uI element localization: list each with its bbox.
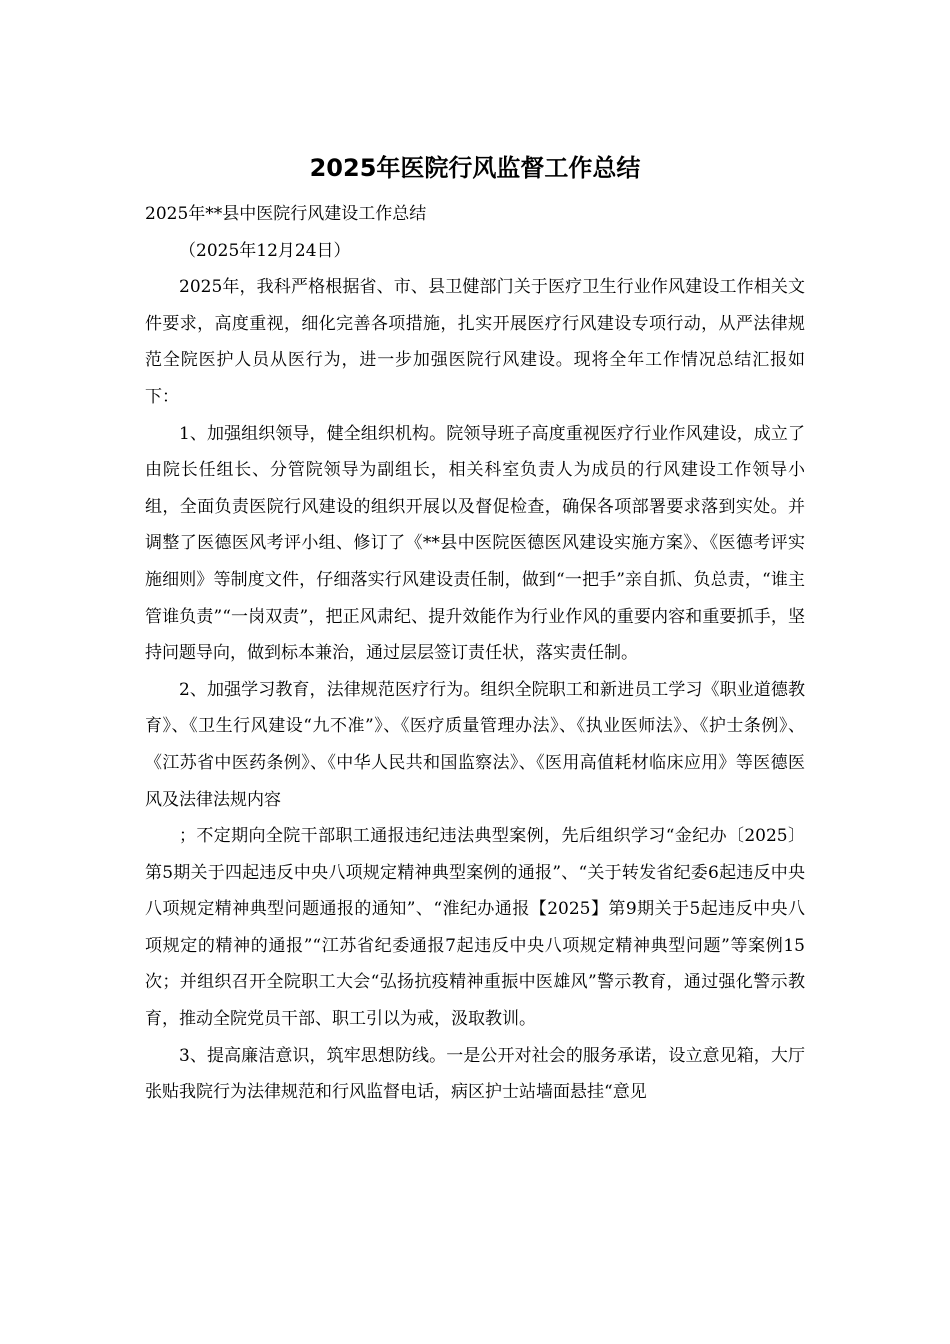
paragraph-intro: 2025年，我科严格根据省、市、县卫健部门关于医疗卫生行业作风建设工作相关文件要求，高度重视，细化完善各项措施，扎实开展医疗行风建设专项行动，从严法律规范全院医护人员从医行为，进一步加强医院行风建设。现将全年工作情况总结汇报如下： [145,277,805,407]
document-title: 2025年医院行风监督工作总结 [309,154,641,182]
paragraph-section-3: 3、提高廉洁意识，筑牢思想防线。一是公开对社会的服务承诺，设立意见箱，大厅张贴我院行为法律规范和行风监督电话，病区护士站墙面悬挂“意见 [145,1045,805,1103]
subtitle: 2025年**县中医院行风建设工作总结 [145,204,427,224]
paragraph-section-1: 1、加强组织领导，健全组织机构。院领导班子高度重视医疗行业作风建设，成立了由院长任组长、分管院领导为副组长，相关科室负责人为成员的行风建设工作领导小组，全面负责医院行风建设的组织开展以及督促检查，确保各项部署要求落到实处。并调整了医德医风考评小组、修订了《**县中医院医德医风建设实施方案》、《医德考评实施细则》等制度文件，仔细落实行风建设责任制，做到“一把手”亲自抓、负总责，“谁主管谁负责”“一岗双责”，把正风肃纪、提升效能作为行业作风的重要内容和重要抓手，坚持问题导向，做到标本兼治，通过层层签订责任状，落实责任制。 [145,423,805,664]
document-body [145,196,805,1111]
date-line: （2025年12月24日） [179,240,351,261]
paragraph-section-2-cont: ；不定期向全院干部职工通报违纪违法典型案例，先后组织学习“金纪办〔2025〕第5期关于四起违反中央八项规定精神典型案例的通报”、“关于转发省纪委6起违反中央八项规定精神典型问题通报的通知”、“淮纪办通报【2025】第9期关于5起违反中央八项规定的精神的通报”“江苏省纪委通报7起违反中央八项规定精神典型问题”等案例15次；并组织召开全院职工大会“弘扬抗疫精神重振中医雄风”警示教育，通过强化警示教育，推动全院党员干部、职工引以为戒，汲取教训。 [145,826,805,1030]
paragraph-section-2: 2、加强学习教育，法律规范医疗行为。组织全院职工和新进员工学习《职业道德教育》、《卫生行风建设“九不准”》、《医疗质量管理办法》、《执业医师法》、《护士条例》、《江苏省中医药条例》、《中华人民共和国监察法》、《医用高值耗材临床应用》等医德医风及法律法规内容 [145,679,805,810]
